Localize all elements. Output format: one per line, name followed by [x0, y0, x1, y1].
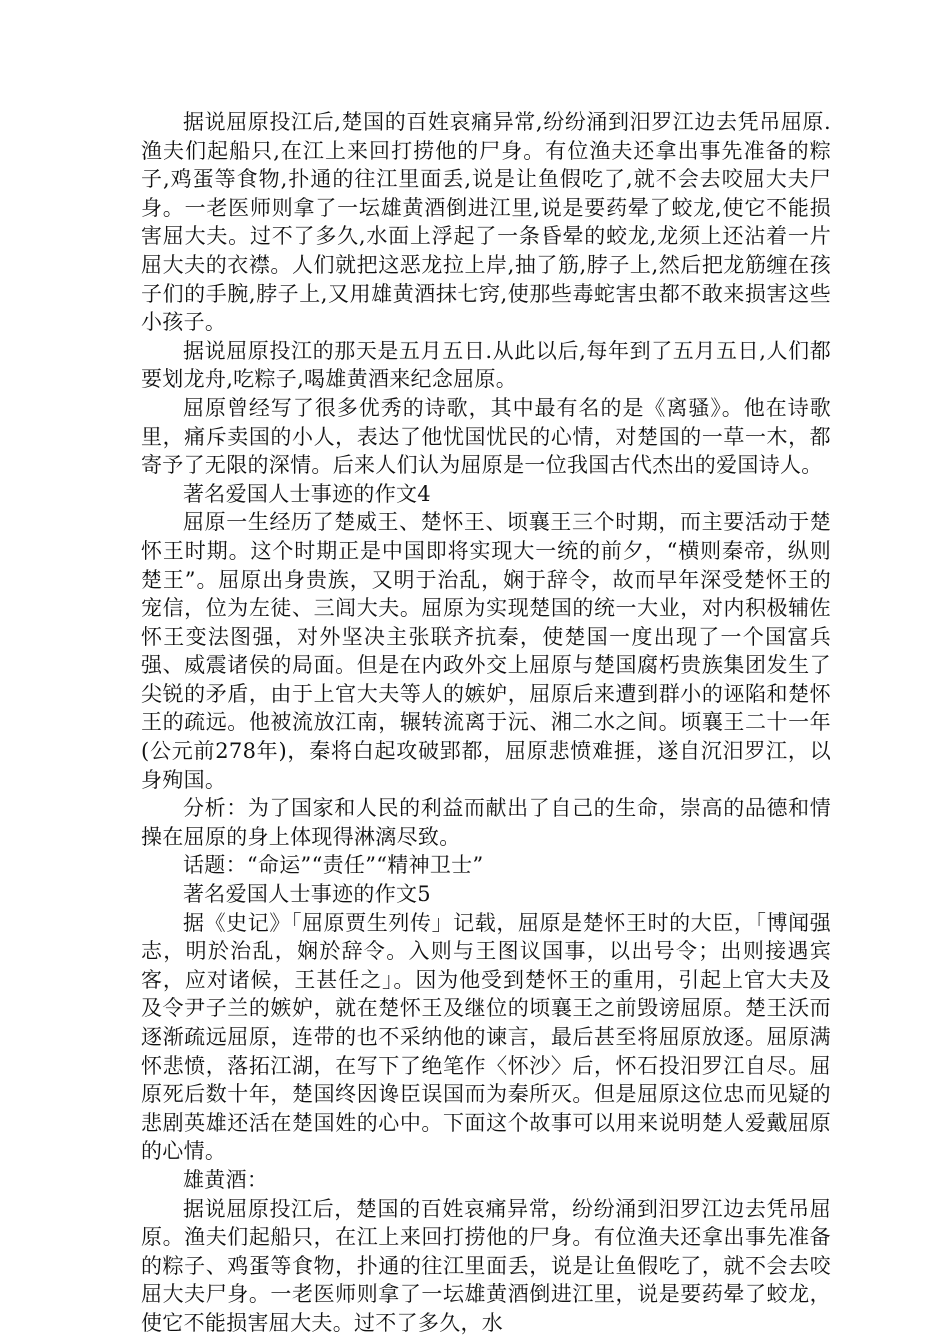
- paragraph-topic: 话题：“命运”“责任”“精神卫士”: [183, 853, 484, 878]
- paragraph-fifth-day: 据说屈原投江的那天是五月五日.从此以后,每年到了五月五日,人们都要划龙舟,吃粽子,喝雄黄酒来纪念屈原。: [141, 338, 831, 392]
- paragraph-realgar-wine-title: 雄黄酒：: [183, 1167, 269, 1192]
- paragraph-legend-dragon-boat: 据说屈原投江后,楚国的百姓哀痛异常,纷纷涌到汨罗江边去凭吊屈原.渔夫们起船只,在江上来回打捞他的尸身。有位渔夫还拿出事先准备的粽子,鸡蛋等食物,扑通的往江里面丢,说是让鱼假吃了,就不会去咬屈大夫尸身。一老医师则拿了一坛雄黄酒倒进江里,说是要药晕了蛟龙,使它不能损害屈大夫。过不了多久,水面上浮起了一条昏晕的蛟龙,龙须上还沾着一片屈大夫的衣襟。人们就把这恶龙拉上岸,抽了筋,脖子上,然后把龙筋缠在孩子们的手腕,脖子上,又用雄黄酒抹七窍,使那些毒蛇害虫都不敢来损害这些小孩子。: [141, 110, 831, 335]
- paragraph-lisao: 屈原曾经写了很多优秀的诗歌，其中最有名的是《离骚》。他在诗歌里，痛斥卖国的小人，表达了他忧国忧民的心情，对楚国的一草一木，都寄予了无限的深情。后来人们认为屈原是一位我国古代杰出的爱国诗人。: [141, 395, 831, 478]
- essay-heading-5: 著名爱国人士事迹的作文5: [183, 882, 431, 907]
- paragraph-qu-yuan-life: 屈原一生经历了楚威王、楚怀王、顷襄王三个时期，而主要活动于楚怀王时期。这个时期正是中国即将实现大一统的前夕，“横则秦帝，纵则楚王”。屈原出身贵族，又明于治乱，娴于辞令，故而早年深受楚怀王的宠信，位为左徒、三闾大夫。屈原为实现楚国的统一大业，对内积极辅佐怀王变法图强，对外坚决主张联齐抗秦，使楚国一度出现了一个国富兵强、威震诸侯的局面。但是在内政外交上屈原与楚国腐朽贵族集团发生了尖锐的矛盾，由于上官大夫等人的嫉妒，屈原后来遭到群小的诬陷和楚怀王的疏远。他被流放江南，辗转流离于沅、湘二水之间。顷襄王二十一年(公元前278年)，秦将白起攻破郢都，屈原悲愤难捱，遂自沉汨罗江，以身殉国。: [141, 510, 831, 792]
- paragraph-analysis: 分析：为了国家和人民的利益而献出了自己的生命，崇高的品德和情操在屈原的身上体现得淋漓尽致。: [141, 796, 831, 849]
- paragraph-shiji-record: 据《史记》「屈原贾生列传」记载，屈原是楚怀王时的大臣，「博闻强志，明於治乱，娴於辞令。入则与王图议国事，以出号令；出则接遇宾客，应对诸候，王甚任之」。因为他受到楚怀王的重用，引起上官大夫及及令尹子兰的嫉妒，就在楚怀王及继位的顷襄王之前毁谤屈原。楚王沃而逐渐疏远屈原，连带的也不采纳他的谏言，最后甚至将屈原放逐。屈原满怀悲愤，落拓江湖，在写下了绝笔作〈怀沙〉后，怀石投汨罗江自尽。屈原死后数十年，楚国终因谗臣误国而为秦所灭。但是屈原这位忠而见疑的悲剧英雄还活在楚国姓的心中。下面这个故事可以用来说明楚人爱戴屈原的心情。: [141, 910, 831, 1164]
- document-page: [141, 108, 831, 1338]
- essay-heading-4: 著名爱国人士事迹的作文4: [183, 481, 431, 506]
- paragraph-realgar-wine-story: 据说屈原投江后，楚国的百姓哀痛异常，纷纷涌到汨罗江边去凭吊屈原。渔夫们起船只，在江上来回打捞他的尸身。有位渔夫还拿出事先准备的粽子、鸡蛋等食物，扑通的往江里面丢，说是让鱼假吃了，就不会去咬屈大夫尸身。一老医师则拿了一坛雄黄酒倒进江里，说是要药晕了蛟龙，使它不能损害屈大夫。过不了多久，水: [141, 1196, 831, 1335]
